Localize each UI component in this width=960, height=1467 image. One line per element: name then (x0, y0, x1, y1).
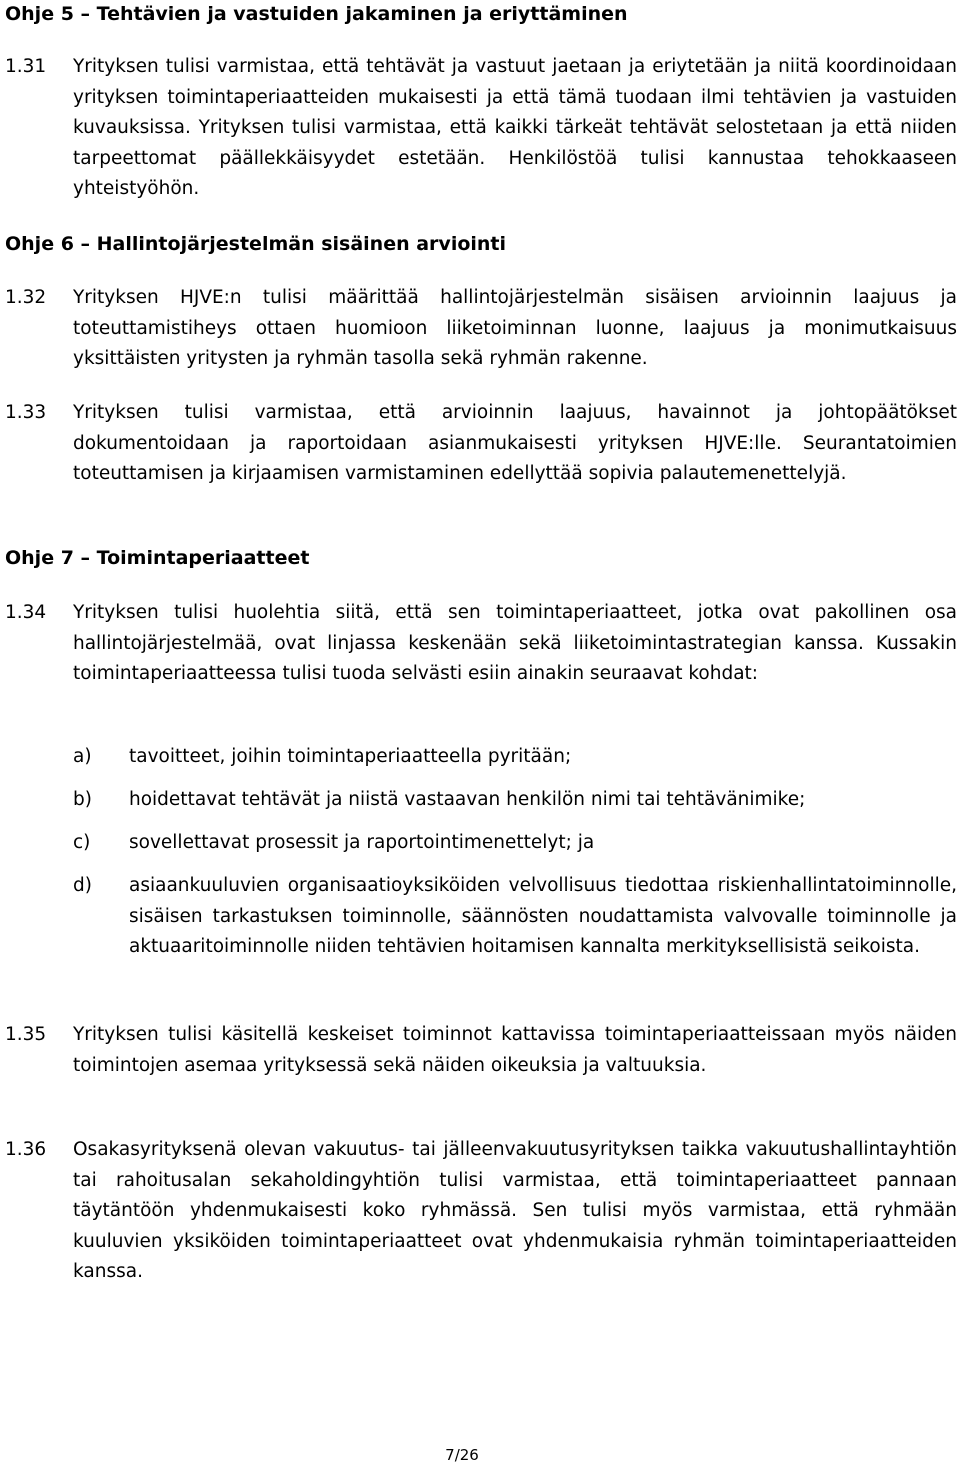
paragraph-text: Yrityksen tulisi varmistaa, että arvioinnin laajuus, havainnot ja johtopäätökset dokumentoidaan ja raportoidaan asianmukaisesti yrityksen HJVE:lle. Seurantatoimien toteuttamisen ja kirjaamisen varmistaminen edellyttää sopivia palautemenettelyjä. (73, 402, 957, 484)
heading-ohje-5: Ohje 5 – Tehtävien ja vastuiden jakaminen ja eriyttäminen (5, 3, 628, 25)
list-marker: c) (73, 832, 91, 853)
list-item-text: hoidettavat tehtävät ja niistä vastaavan henkilön nimi tai tehtävänimike; (129, 789, 806, 810)
paragraph-1-34 (5, 598, 957, 690)
paragraph-number: 1.32 (5, 287, 47, 308)
paragraph-text: Yrityksen tulisi käsitellä keskeiset toiminnot kattavissa toimintaperiaatteissaan myös näiden toimintojen asemaa yrityksessä sekä näiden oikeuksia ja valtuuksia. (73, 1024, 957, 1076)
paragraph-number: 1.31 (5, 56, 47, 77)
paragraph-number: 1.35 (5, 1024, 47, 1045)
paragraph-1-35 (5, 1020, 957, 1081)
paragraph-number: 1.36 (5, 1139, 47, 1160)
list-item-text: tavoitteet, joihin toimintaperiaatteella pyritään; (129, 746, 572, 767)
paragraph-1-33 (5, 398, 957, 490)
page-number: 7/26 (445, 1446, 479, 1464)
list-marker: a) (73, 746, 92, 767)
list-item-a (73, 742, 957, 773)
paragraph-text: Osakasyrityksenä olevan vakuutus- tai jälleenvakuutusyrityksen taikka vakuutushallintayhtiön tai rahoitusalan sekaholdingyhtiön tulisi varmistaa, että toimintaperiaatteet pannaan täytäntöön yhdenmukaisesti koko ryhmässä. Sen tulisi myös varmistaa, että ryhmään kuuluvien yksiköiden toimintaperiaatteet ovat yhdenmukaisia ryhmän toimintaperiaatteiden kanssa. (73, 1139, 957, 1282)
list-item-d (73, 871, 957, 963)
heading-ohje-6: Ohje 6 – Hallintojärjestelmän sisäinen arviointi (5, 233, 507, 255)
list-marker: d) (73, 875, 92, 896)
paragraph-1-32 (5, 283, 957, 375)
paragraph-1-31 (5, 52, 957, 205)
paragraph-number: 1.33 (5, 402, 47, 423)
paragraph-1-36 (5, 1135, 957, 1288)
list-marker: b) (73, 789, 92, 810)
paragraph-text: Yrityksen HJVE:n tulisi määrittää hallintojärjestelmän sisäisen arvioinnin laajuus ja toteuttamistiheys ottaen huomioon liiketoiminnan luonne, laajuus ja monimutkaisuus yksittäisten yritysten ja ryhmän tasolla sekä ryhmän rakenne. (73, 287, 957, 369)
list-item-b (73, 785, 957, 816)
list-item-c (73, 828, 957, 859)
heading-ohje-7: Ohje 7 – Toimintaperiaatteet (5, 547, 310, 569)
paragraph-text: Yrityksen tulisi varmistaa, että tehtävät ja vastuut jaetaan ja eriytetään ja niitä koordinoidaan yrityksen toimintaperiaatteiden mukaisesti ja että tämä tuodaan ilmi tehtävien ja vastuiden kuvauksissa. Yrityksen tulisi varmistaa, että kaikki tärkeät tehtävät selostetaan ja että niiden tarpeettomat päällekkäisyydet estetään. Henkilöstöä tulisi kannustaa tehokkaaseen yhteistyöhön. (73, 56, 957, 199)
list-item-text: sovellettavat prosessit ja raportointimenettelyt; ja (129, 832, 595, 853)
paragraph-text: Yrityksen tulisi huolehtia siitä, että sen toimintaperiaatteet, jotka ovat pakollinen osa hallintojärjestelmää, ovat linjassa keskenään sekä liiketoimintastrategian kanssa. Kussakin toimintaperiaatteessa tulisi tuoda selvästi esiin ainakin seuraavat kohdat: (73, 602, 957, 684)
paragraph-number: 1.34 (5, 602, 47, 623)
list-item-text: asiaankuuluvien organisaatioyksiköiden velvollisuus tiedottaa riskienhallintatoiminnolle, sisäisen tarkastuksen toiminnolle, säännösten noudattamista valvovalle toiminnolle ja aktuaaritoiminnolle niiden tehtävien hoitamisen kannalta merkityksellisistä seikoista. (129, 875, 957, 957)
